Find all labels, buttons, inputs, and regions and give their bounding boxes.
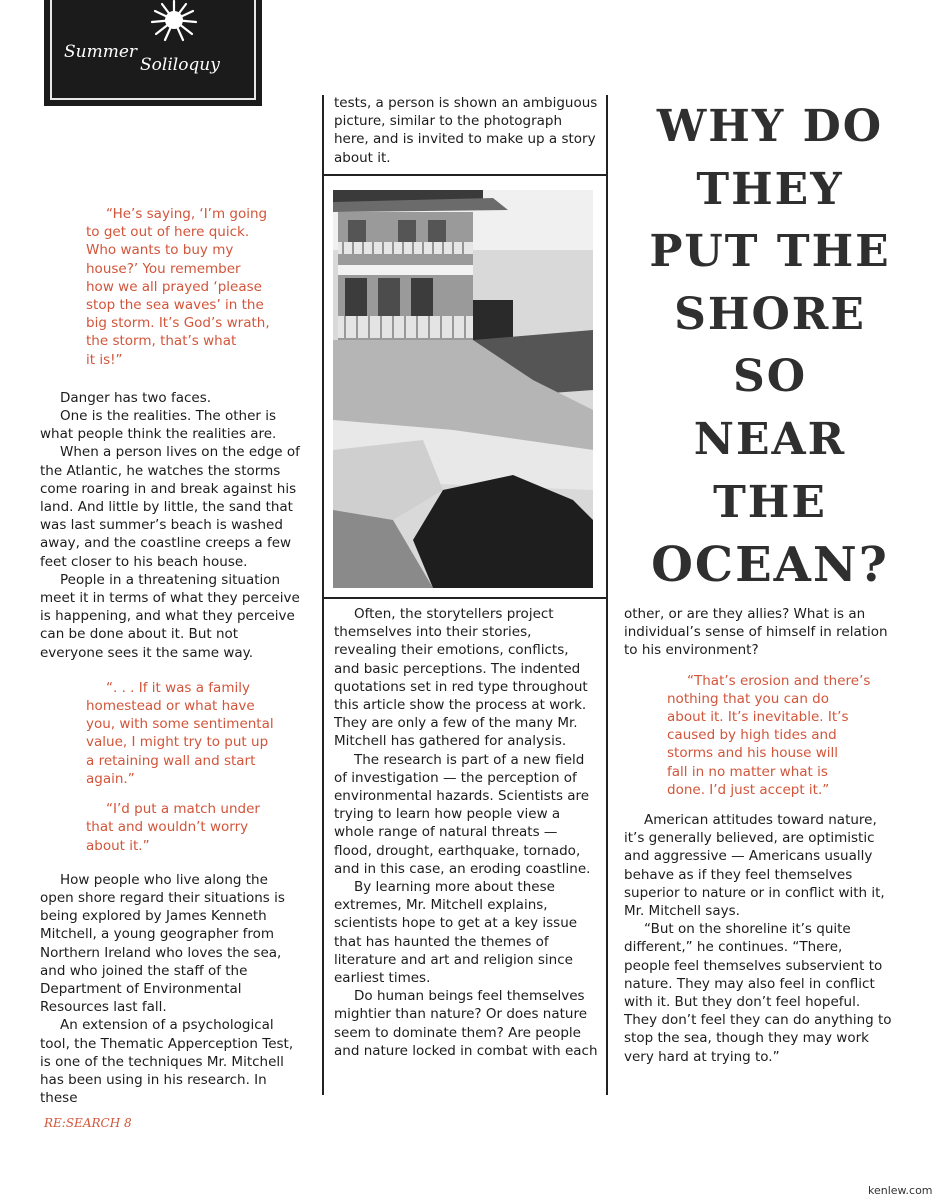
column-1	[40, 205, 305, 1107]
headline-line: WHY DO	[656, 101, 884, 152]
eroding-beach-house-photo	[333, 190, 593, 588]
headline-line: SO	[732, 351, 808, 403]
headline-line: OCEAN?	[651, 537, 889, 594]
quote-erosion: “That’s erosion and there’s nothing that you can do about it. It’s inevitable. It’s caused by high tides and storms and his house will fall in no matter what is done. I’d just accept it.”	[667, 672, 871, 798]
paragraph-danger: Danger has two faces.	[60, 389, 212, 406]
column-2-top	[334, 94, 598, 167]
masthead-summer: Summer	[64, 42, 138, 62]
masthead-soliloquy: Soliloquy	[140, 55, 220, 75]
sun-icon	[148, 0, 200, 46]
paragraph-allies: other, or are they allies? What is an individual’s sense of himself in relation to his environment?	[624, 606, 888, 659]
paragraph-american-attitudes: American attitudes toward nature, it’s generally believed, are optimistic and aggressive — Americans usually behave as if they feel themselves superior to nature or in conflict with it, Mr. Mitchell says.	[624, 812, 885, 920]
photo-rule-bottom	[322, 597, 608, 599]
paragraph-realities: One is the realities. The other is what people think the realities are.	[40, 408, 277, 443]
column-2-body	[334, 605, 598, 1060]
quote-family-homestead: “. . . If it was a family homestead or what have you, with some sentimental value, I might try to put up a retaining wall and start again.”	[86, 679, 274, 787]
paragraph-storytellers: Often, the storytellers project themselves into their stories, revealing their emotions, conflicts, and basic perceptions. The indented quotations set in red type throughout this article show the process at work. They are only a few of the many Mr. Mitchell has gathered for analysis.	[334, 606, 588, 750]
paragraph-atlantic: When a person lives on the edge of the Atlantic, he watches the storms come roaring in and break against his land. And little by little, the sand that was last summer’s beach is washed away, and the coastline creeps a few feet closer to his beach house.	[40, 444, 300, 570]
paragraph-mightier: Do human beings feel themselves mightier than nature? Or does nature seem to dominate them? Are people and nature locked in combat with each	[334, 988, 598, 1059]
paragraph-extremes: By learning more about these extremes, Mr. Mitchell explains, scientists hope to get at a key issue that has haunted the themes of literature and art and religion since earliest times.	[334, 879, 578, 987]
photo-rule-top	[322, 174, 608, 176]
headline-line: NEAR	[693, 413, 847, 465]
paragraph-research-field: The research is part of a new field of investigation — the perception of environmental hazards. Scientists are trying to learn how people view a whole range of natural threats — flood, drought, earthquake, tornado, and in this case, an eroding coastline.	[334, 751, 591, 877]
paragraph-tat: An extension of a psychological tool, the Thematic Apperception Test, is one of the techniques Mr. Mitchell has been using in his research. In these	[40, 1017, 294, 1107]
page-folio: RE:SEARCH 8	[44, 1116, 132, 1130]
quote-match: “I’d put a match under that and wouldn’t worry about it.”	[86, 801, 260, 854]
paragraph-mitchell: How people who live along the open shore regard their situations is being explored by James Kenneth Mitchell, a young geographer from Northern Ireland who loves the sea, and who joined the staff of the Department of Environmental Resources last fall.	[40, 871, 285, 1016]
paragraph-threatening: People in a threatening situation meet it in terms of what they perceive is happening, and what they perceive can be done about it. But not everyone sees it the same way.	[40, 571, 300, 661]
masthead-logo	[44, 0, 262, 106]
headline-line: THEY	[696, 163, 844, 215]
column-3	[624, 605, 892, 1066]
quote-gods-wrath: “He’s saying, ‘I’m going to get out of here quick. Who wants to buy my house?’ You remember how we all prayed ‘please stop the sea waves’ in the big storm. It’s God’s wrath, the storm, that’s what it is!”	[86, 206, 270, 368]
watermark: kenlew.com	[868, 1184, 933, 1197]
headline-line: PUT THE	[649, 226, 891, 278]
column-rule-left	[322, 95, 324, 1095]
paragraph-tests: tests, a person is shown an ambiguous picture, similar to the photograph here, and is invited to make up a story about it.	[334, 95, 598, 166]
headline	[620, 96, 920, 597]
headline-line: SHORE	[674, 288, 866, 340]
paragraph-shoreline: “But on the shoreline it’s quite different,” he continues. “There, people feel themselves subservient to nature. They may also feel in conflict with it. But they don’t feel hopeful. They don’t feel they can do anything to stop the sea, though they may work very hard at trying to.”	[624, 921, 892, 1065]
column-rule-right	[606, 95, 608, 1095]
headline-line: THE	[713, 476, 827, 528]
